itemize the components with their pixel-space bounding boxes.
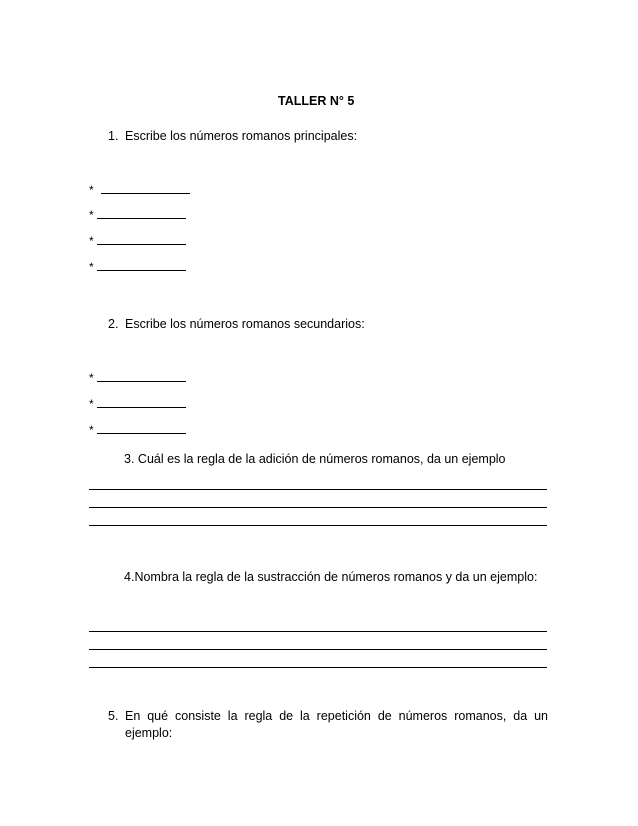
answer-blank[interactable] [89,424,186,436]
question-1-number: 1. [108,129,119,143]
blank-line [97,406,186,408]
blank-line [97,380,186,382]
question-1-text: Escribe los números romanos principales: [125,129,358,143]
question-5-text: En qué consiste la regla de la repetición de números romanos, da un ejemplo: [125,709,548,740]
question-5-number: 5. [108,709,119,723]
answer-blank[interactable] [89,235,186,247]
answer-blank[interactable] [89,184,190,196]
answer-line[interactable] [89,667,547,668]
bullet: * [89,371,94,385]
answer-line[interactable] [89,631,547,632]
answer-blank[interactable] [89,209,186,221]
question-2-number: 2. [108,317,119,331]
answer-line[interactable] [89,489,547,490]
blank-line [97,269,186,271]
question-2 [108,318,365,331]
answer-line[interactable] [89,649,547,650]
question-2-text: Escribe los números romanos secundarios: [125,317,365,331]
question-3 [124,453,506,466]
blank-line [97,243,186,245]
question-1 [108,130,357,143]
answer-line[interactable] [89,525,547,526]
bullet: * [89,208,94,222]
bullet: * [89,423,94,437]
bullet: * [89,397,94,411]
answer-blank[interactable] [89,372,186,384]
page-title: TALLER N° 5 [278,94,355,108]
blank-line [101,192,190,194]
question-4-number: 4. [124,570,135,584]
question-4 [124,571,537,584]
question-5 [108,708,548,742]
blank-line [97,217,186,219]
answer-blank[interactable] [89,261,186,273]
bullet: * [89,183,94,197]
bullet: * [89,234,94,248]
question-4-text: Nombra la regla de la sustracción de números romanos y da un ejemplo: [134,570,538,584]
blank-line [97,432,186,434]
answer-blank[interactable] [89,398,186,410]
question-3-text: Cuál es la regla de la adición de números romanos, da un ejemplo [137,452,506,466]
bullet: * [89,260,94,274]
answer-line[interactable] [89,507,547,508]
question-3-number: 3. [124,452,135,466]
